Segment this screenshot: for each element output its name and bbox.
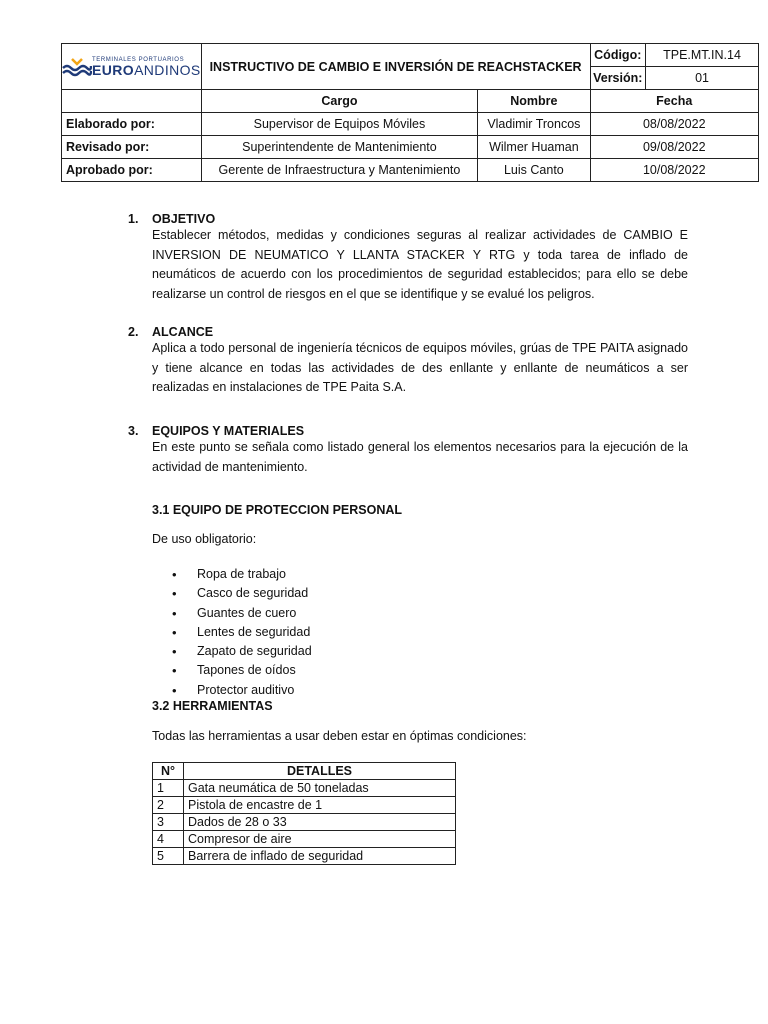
row-detail: Dados de 28 o 33 — [184, 814, 456, 831]
section-text: Aplica a todo personal de ingeniería técnicos de equipos móviles, grúas de TPE PAITA asignado y tiene alcance en todas las actividades de des enllante y enllante de neumáticos a ser realizadas en instalaciones de TPE Paita S.A. — [152, 341, 688, 394]
section-text: Establecer métodos, medidas y condiciones seguras al realizar actividades de CAMBIO E INVERSION DE NEUMATICO Y LLANTA STACKER Y RTG y toda tarea de inflado de neumáticos de acuerdo con los procedimientos de seguridad establecidos; para ello se debe realizarse un control de riesgos en el que se identifique y se evalué los peligros. — [152, 228, 688, 301]
row-detail: Pistola de encastre de 1 — [184, 797, 456, 814]
section-title: OBJETIVO — [152, 212, 216, 226]
cargo-cell: Superintendente de Mantenimiento — [201, 136, 478, 159]
role-label: Aprobado por: — [62, 159, 202, 182]
fecha-cell: 10/08/2022 — [590, 159, 759, 182]
herramientas-intro: Todas las herramientas a usar deben estar en óptimas condiciones: — [152, 729, 527, 743]
section-title: EQUIPOS Y MATERIALES — [152, 424, 305, 438]
logo-name-bold: EURO — [92, 61, 135, 78]
section-number: 3. — [128, 424, 139, 438]
section-equipos — [128, 424, 688, 477]
version-label: Versión: — [590, 67, 646, 90]
list-item: • Tapones de oídos — [152, 661, 312, 680]
row-number: 4 — [153, 831, 184, 848]
row-detail: Barrera de inflado de seguridad — [184, 848, 456, 865]
table-row — [153, 848, 456, 865]
col-fecha: Fecha — [590, 90, 759, 113]
row-number: 3 — [153, 814, 184, 831]
nombre-cell: Luis Canto — [478, 159, 590, 182]
approval-row — [62, 159, 759, 182]
list-item: • Casco de seguridad — [152, 584, 312, 603]
company-logo — [62, 44, 202, 90]
role-label: Elaborado por: — [62, 113, 202, 136]
row-number: 2 — [153, 797, 184, 814]
document-header-table — [61, 43, 759, 182]
epp-title: 3.1 EQUIPO DE PROTECCION PERSONAL — [152, 503, 403, 517]
fecha-cell: 09/08/2022 — [590, 136, 759, 159]
list-item: • Ropa de trabajo — [152, 565, 312, 584]
fecha-cell: 08/08/2022 — [590, 113, 759, 136]
approval-row — [62, 113, 759, 136]
logo-name-rest: ANDINOS — [134, 61, 201, 78]
epp-intro: De uso obligatorio: — [152, 532, 257, 546]
version-value: 01 — [646, 67, 759, 90]
table-row — [153, 780, 456, 797]
blank-cell — [62, 90, 202, 113]
section-objetivo — [128, 212, 688, 304]
wave-logo-icon — [62, 56, 92, 78]
table-row — [153, 797, 456, 814]
section-number: 1. — [128, 212, 139, 226]
list-item: • Lentes de seguridad — [152, 623, 312, 642]
list-item: • Zapato de seguridad — [152, 642, 312, 661]
section-text: En este punto se señala como listado general los elementos necesarios para la ejecución de la actividad de mantenimiento. — [152, 440, 688, 474]
section-alcance — [128, 325, 688, 398]
nombre-cell: Wilmer Huaman — [478, 136, 590, 159]
document-title: INSTRUCTIVO DE CAMBIO E INVERSIÓN DE REACHSTACKER — [201, 44, 590, 90]
table-row — [153, 814, 456, 831]
row-detail: Gata neumática de 50 toneladas — [184, 780, 456, 797]
epp-list — [152, 565, 312, 700]
list-item: • Protector auditivo — [152, 681, 312, 700]
herramientas-title: 3.2 HERRAMIENTAS — [152, 699, 273, 713]
tools-table — [152, 762, 456, 865]
cargo-cell: Gerente de Infraestructura y Mantenimiento — [201, 159, 478, 182]
role-label: Revisado por: — [62, 136, 202, 159]
col-n: N° — [153, 763, 184, 780]
col-cargo: Cargo — [201, 90, 478, 113]
codigo-value: TPE.MT.IN.14 — [646, 44, 759, 67]
row-detail: Compresor de aire — [184, 831, 456, 848]
table-row — [153, 831, 456, 848]
row-number: 1 — [153, 780, 184, 797]
logo-tagline: TERMINALES PORTUARIOS — [92, 56, 185, 63]
row-number: 5 — [153, 848, 184, 865]
list-item: • Guantes de cuero — [152, 604, 312, 623]
section-title: ALCANCE — [152, 325, 214, 339]
codigo-label: Código: — [590, 44, 646, 67]
col-nombre: Nombre — [478, 90, 590, 113]
approval-row — [62, 136, 759, 159]
cargo-cell: Supervisor de Equipos Móviles — [201, 113, 478, 136]
nombre-cell: Vladimir Troncos — [478, 113, 590, 136]
section-number: 2. — [128, 325, 139, 339]
col-detalles: DETALLES — [184, 763, 456, 780]
